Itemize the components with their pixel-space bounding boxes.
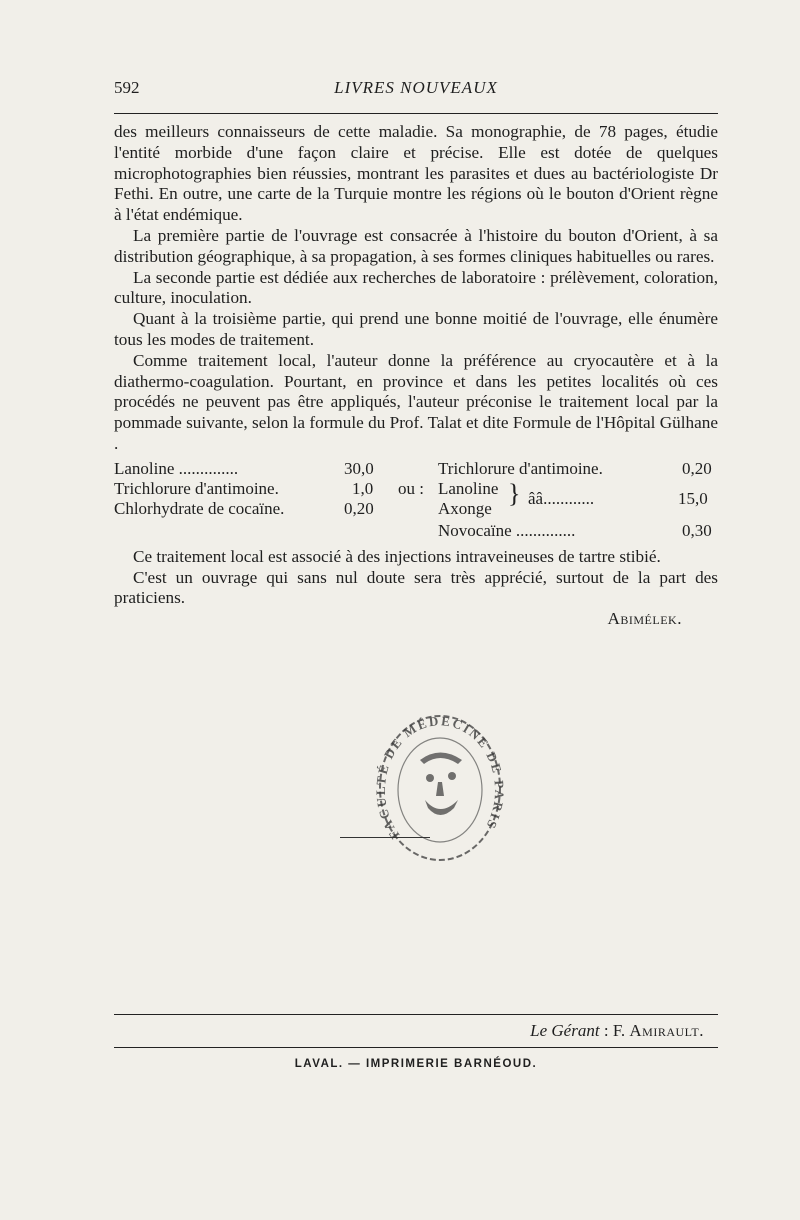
gerant-separator: : (603, 1021, 609, 1040)
running-title: LIVRES NOUVEAUX (334, 78, 498, 97)
paragraph: des meilleurs connaisseurs de cette maladie. Sa monographie, de 78 pages, étudie l'entité morbide d'une façon claire et précise. Elle est dotée de quelques microphotographies bien réussies, montrant les parasites et dues au bactériologiste Dr Fethi. En outre, une carte de la Turquie montre les régions où le bouton d'Orient règne à l'état endémique. (114, 122, 718, 225)
formula-left-name: Trichlorure d'antimoine. (114, 478, 279, 498)
paragraph: Ce traitement local est associé à des injections intraveineuses de tartre stibié. (133, 546, 661, 566)
signature (114, 609, 718, 630)
stamp-text: FACULTÉ DE MÉDECINE DE PARIS (372, 713, 508, 843)
formula-right-name: Novocaïne .............. (438, 520, 576, 540)
author-name: Abimélek. (607, 609, 682, 629)
formula-table (114, 459, 718, 545)
footer-rule-top (114, 1014, 718, 1015)
library-stamp (370, 700, 510, 870)
gerant-initial: F. (612, 1021, 626, 1040)
formula-right-value: 0,30 (682, 520, 712, 540)
formula-right-name: Trichlorure d'antimoine. (438, 458, 603, 478)
gerant-line (114, 1021, 704, 1041)
paragraph: La première partie de l'ouvrage est consacrée à l'histoire du bouton d'Orient, à sa distribution géographique, à sa propagation, à ses formes cliniques habituelles ou rares. (114, 225, 718, 266)
formula-left-name: Chlorhydrate de cocaïne. (114, 498, 285, 518)
footer-rule-bottom (114, 1047, 718, 1048)
formula-right-value: 0,20 (682, 458, 712, 478)
header-rule (114, 113, 718, 114)
stamp-underline (340, 837, 430, 838)
brace-icon: } (508, 478, 521, 508)
formula-right-name: Axonge (438, 498, 492, 518)
formula-left-value: 0,20 (344, 498, 374, 518)
svg-text:FACULTÉ DE MÉDECINE DE PARIS (373, 713, 507, 842)
paragraph: Quant à la troisième partie, qui prend une bonne moitié de l'ouvrage, elle énumère tous les modes de traitement. (114, 309, 718, 349)
paragraph: La seconde partie est dédiée aux recherches de laboratoire : prélèvement, coloration, culture, inoculation. (114, 267, 718, 308)
formula-aa-label: ââ............ (528, 488, 595, 508)
article-body (114, 122, 718, 630)
formula-aa-value: 15,0 (678, 488, 708, 508)
page-header (114, 78, 718, 104)
formula-left-value: 1,0 (352, 478, 374, 498)
gerant-name: Amirault. (629, 1021, 704, 1040)
paragraph: C'est un ouvrage qui sans nul doute sera très apprécié, surtout de la part des praticiens. (114, 567, 718, 608)
formula-left-name: Lanoline .............. (114, 458, 239, 478)
gerant-label: Le Gérant (530, 1021, 600, 1040)
page-number: 592 (114, 78, 140, 97)
paragraph: Comme traitement local, l'auteur donne la préférence au cryocautère et à la diathermo-coagulation. Pourtant, en province et dans les petites localités où ces procédés ne peuvent pas être appliqués, l'auteur préconise le traitement local par la pommade suivante, selon la formule du Prof. Talat et dite Formule de l'Hôpital Gülhane . (114, 350, 718, 453)
printer-imprint: LAVAL. — IMPRIMERIE BARNÉOUD. (294, 1058, 538, 1070)
formula-separator: ou : (398, 478, 424, 498)
formula-right-name: Lanoline (438, 478, 499, 498)
formula-left-value: 30,0 (344, 458, 374, 478)
